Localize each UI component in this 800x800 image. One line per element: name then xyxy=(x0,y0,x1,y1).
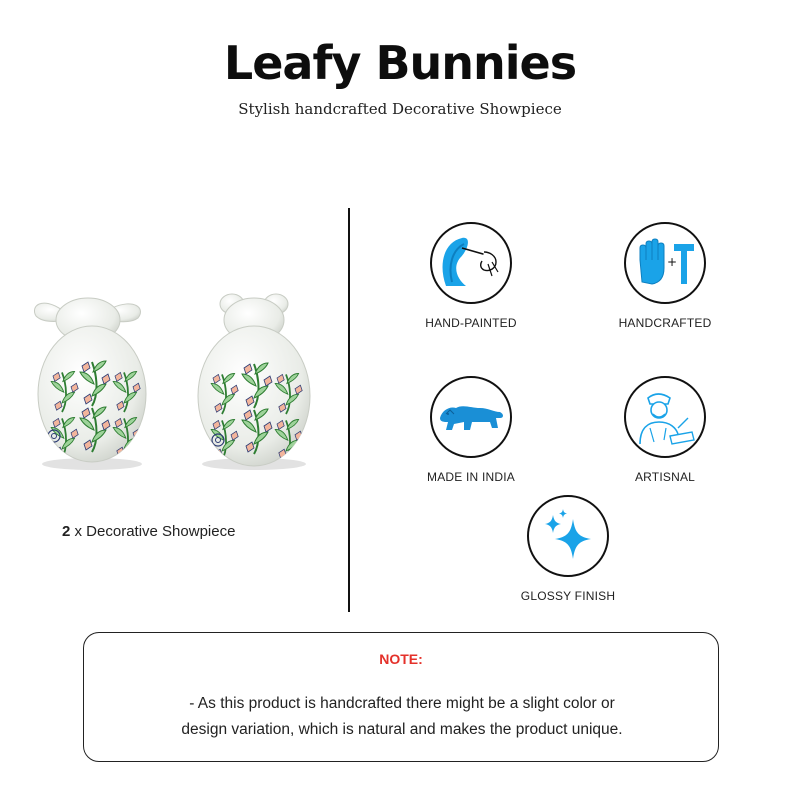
feature-handcrafted xyxy=(575,222,755,330)
artisan-icon xyxy=(624,376,706,458)
hand-hammer-icon xyxy=(624,222,706,304)
feature-artisnal xyxy=(575,376,755,484)
note-line: - As this product is handcrafted there might be a slight color or xyxy=(189,695,615,712)
feature-label: ARTISNAL xyxy=(634,470,696,484)
note-text xyxy=(114,691,690,743)
quantity-count: 2 xyxy=(62,523,71,540)
feature-glossy-finish xyxy=(478,495,658,603)
bunnies-illustration xyxy=(22,282,342,472)
page-title: Leafy Bunnies xyxy=(223,36,577,90)
feature-made-in-india xyxy=(381,376,561,484)
note-title: NOTE: xyxy=(379,651,423,667)
note-line: design variation, which is natural and makes the product unique. xyxy=(181,721,623,738)
product-image xyxy=(22,282,342,472)
sparkle-icon xyxy=(527,495,609,577)
page-subtitle: Stylish handcrafted Decorative Showpiece xyxy=(238,100,562,118)
feature-label: GLOSSY FINISH xyxy=(520,589,616,603)
feature-hand-painted xyxy=(381,222,561,330)
feature-label: HANDCRAFTED xyxy=(618,316,712,330)
svg-text:+: + xyxy=(667,255,678,269)
lion-icon xyxy=(430,376,512,458)
paintbrush-hand-icon xyxy=(430,222,512,304)
vertical-divider xyxy=(348,208,350,612)
feature-label: MADE IN INDIA xyxy=(427,470,515,484)
note-box xyxy=(83,632,719,762)
feature-label: HAND-PAINTED xyxy=(425,316,517,330)
quantity-text xyxy=(62,523,235,540)
quantity-suffix: x Decorative Showpiece xyxy=(70,523,236,540)
